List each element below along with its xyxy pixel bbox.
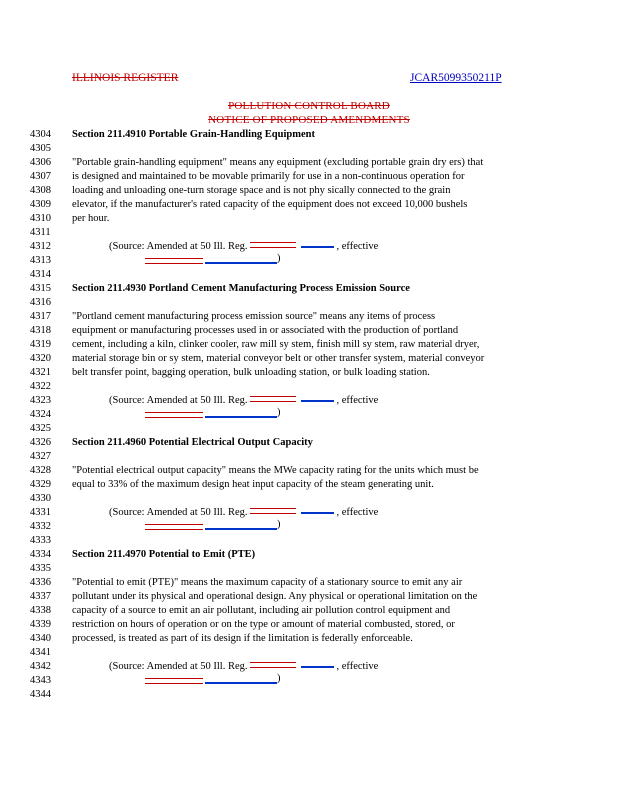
line-number: 4324 — [30, 409, 51, 420]
line-number: 4343 — [30, 675, 51, 686]
line-number: 4316 — [30, 297, 51, 308]
line-number: 4317 — [30, 311, 51, 322]
register-title: ILLINOIS REGISTER — [72, 72, 179, 84]
line-number: 4309 — [30, 199, 51, 210]
body-line: "Potential to emit (PTE)" means the maximum capacity of a stationary source to emit any air — [72, 577, 463, 588]
source-suffix: , effective — [336, 661, 379, 672]
line-number: 4307 — [30, 171, 51, 182]
body-line: equipment or manufacturing processes used in or associated with the production of portland — [72, 325, 459, 336]
section-heading: Section 211.4960 Potential Electrical Output Capacity — [72, 437, 313, 448]
source-note — [109, 506, 378, 520]
line-number: 4312 — [30, 241, 51, 252]
source-prefix: (Source: Amended at 50 Ill. Reg. — [109, 395, 248, 406]
source-close: ) — [277, 519, 281, 530]
body-line: "Portable grain-handling equipment" means any equipment (excluding portable grain dry ers) that — [72, 157, 484, 168]
line-number: 4326 — [30, 437, 51, 448]
line-number: 4344 — [30, 689, 51, 700]
body-line: processed, is treated as part of its design if the limitation is federally enforceable. — [72, 633, 413, 644]
source-close: ) — [277, 407, 281, 418]
line-number: 4314 — [30, 269, 51, 280]
deleted-blank — [250, 242, 296, 248]
body-line: belt transfer point, bagging operation, bulk unloading station, or bulk loading station. — [72, 367, 430, 378]
line-number: 4321 — [30, 367, 51, 378]
line-number: 4315 — [30, 283, 51, 294]
body-line: "Portland cement manufacturing process emission source" means any items of process — [72, 311, 436, 322]
line-number: 4306 — [30, 157, 51, 168]
body-line: loading and unloading one-turn storage space and is not phy sically connected to the grain — [72, 185, 451, 196]
deleted-blank — [250, 508, 296, 514]
line-number: 4304 — [30, 129, 51, 140]
line-number: 4318 — [30, 325, 51, 336]
source-prefix: (Source: Amended at 50 Ill. Reg. — [109, 661, 248, 672]
body-line: "Potential electrical output capacity" means the MWe capacity rating for the units which must be — [72, 465, 479, 476]
line-number: 4328 — [30, 465, 51, 476]
source-prefix: (Source: Amended at 50 Ill. Reg. — [109, 507, 248, 518]
line-number: 4334 — [30, 549, 51, 560]
body-line: cement, including a kiln, clinker cooler, raw mill sy stem, finish mill sy stem, raw material dryer, — [72, 339, 480, 350]
inserted-blank — [301, 666, 334, 668]
line-number: 4335 — [30, 563, 51, 574]
body-line: restriction on hours of operation or on the type or amount of material combusted, stored, or — [72, 619, 455, 630]
line-number: 4323 — [30, 395, 51, 406]
body-line: equal to 33% of the maximum design heat input capacity of the steam generating unit. — [72, 479, 434, 490]
inserted-blank — [301, 246, 334, 248]
source-close: ) — [277, 673, 281, 684]
source-note — [109, 660, 378, 674]
section-heading: Section 211.4930 Portland Cement Manufacturing Process Emission Source — [72, 283, 410, 294]
line-number: 4322 — [30, 381, 51, 392]
line-number: 4338 — [30, 605, 51, 616]
deleted-blank — [250, 662, 296, 668]
line-number: 4333 — [30, 535, 51, 546]
body-line: material storage bin or sy stem, material conveyor belt or other transfer system, material conveyor — [72, 353, 485, 364]
line-number: 4310 — [30, 213, 51, 224]
line-number: 4340 — [30, 633, 51, 644]
line-number: 4308 — [30, 185, 51, 196]
line-number: 4313 — [30, 255, 51, 266]
jcar-code: JCAR5099350211P — [410, 72, 502, 84]
line-number: 4339 — [30, 619, 51, 630]
body-line: elevator, if the manufacturer's rated capacity of the equipment does not exceed 10,000 bushels — [72, 199, 468, 210]
body-line: is designed and maintained to be movable primarily for use in a non-continuous operation for — [72, 171, 465, 182]
line-number: 4330 — [30, 493, 51, 504]
line-number: 4311 — [30, 227, 51, 238]
deleted-blank — [250, 396, 296, 402]
source-suffix: , effective — [336, 395, 379, 406]
line-number: 4342 — [30, 661, 51, 672]
body-line: per hour. — [72, 213, 110, 224]
notice-title: NOTICE OF PROPOSED AMENDMENTS — [208, 114, 410, 126]
line-number: 4327 — [30, 451, 51, 462]
line-number: 4331 — [30, 507, 51, 518]
line-number: 4305 — [30, 143, 51, 154]
source-suffix: , effective — [336, 241, 379, 252]
section-heading: Section 211.4910 Portable Grain-Handling Equipment — [72, 129, 315, 140]
source-suffix: , effective — [336, 507, 379, 518]
line-number: 4320 — [30, 353, 51, 364]
body-line: capacity of a source to emit an air pollutant, including air pollution control equipment and — [72, 605, 451, 616]
section-heading: Section 211.4970 Potential to Emit (PTE) — [72, 549, 256, 560]
line-number: 4336 — [30, 577, 51, 588]
inserted-blank — [301, 512, 334, 514]
source-prefix: (Source: Amended at 50 Ill. Reg. — [109, 241, 248, 252]
line-number: 4319 — [30, 339, 51, 350]
source-note — [109, 240, 378, 254]
line-number: 4337 — [30, 591, 51, 602]
source-note — [109, 394, 378, 408]
source-close: ) — [277, 253, 281, 264]
body-line: pollutant under its physical and operational design. Any physical or operational limitation on the — [72, 591, 478, 602]
board-name: POLLUTION CONTROL BOARD — [228, 100, 390, 112]
line-number: 4325 — [30, 423, 51, 434]
inserted-blank — [301, 400, 334, 402]
line-number: 4341 — [30, 647, 51, 658]
line-number: 4329 — [30, 479, 51, 490]
line-number: 4332 — [30, 521, 51, 532]
